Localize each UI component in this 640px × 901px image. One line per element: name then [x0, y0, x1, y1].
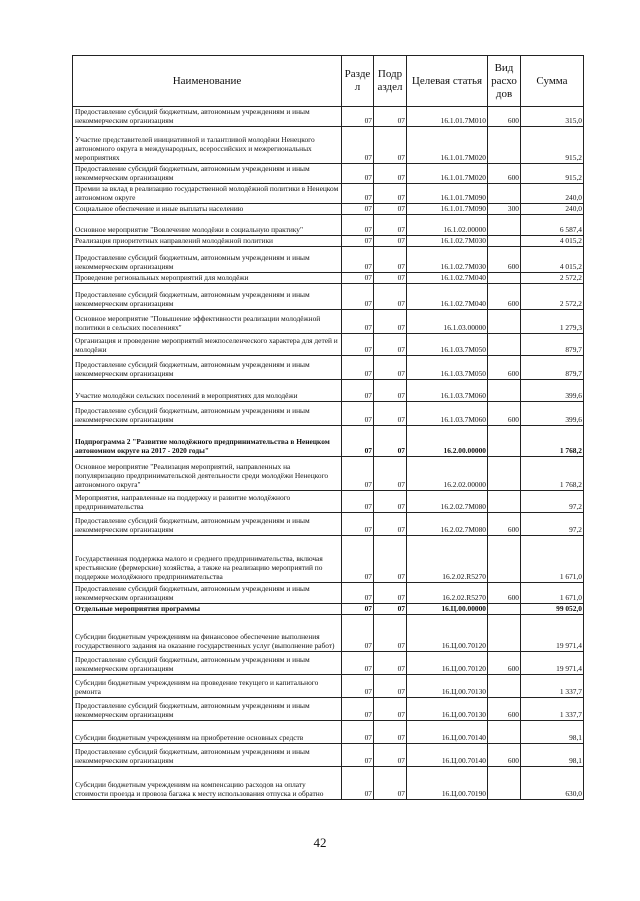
row-expense-kind [488, 603, 521, 614]
row-expense-kind [488, 674, 521, 697]
row-section: 07 [342, 272, 374, 283]
row-subsection: 07 [374, 309, 407, 333]
table-row [73, 163, 584, 183]
row-name: Основное мероприятие "Вовлечение молодёжи в социальную практику" [73, 214, 342, 235]
budget-table-sheet [72, 55, 583, 800]
row-section: 07 [342, 379, 374, 401]
table-row [73, 107, 584, 127]
row-target-article: 16.Ц.00.70140 [407, 743, 488, 766]
row-name: Предоставление субсидий бюджетным, автономным учреждениям и иным некоммерческим организациям [73, 582, 342, 603]
row-sum: 19 971,4 [521, 651, 584, 674]
row-target-article: 16.2.02.R5270 [407, 582, 488, 603]
row-expense-kind [488, 766, 521, 799]
header-sum: Сумма [521, 56, 584, 107]
row-name: Участие молодёжи сельских поселений в мероприятиях для молодёжи [73, 379, 342, 401]
table-row [73, 582, 584, 603]
row-name: Предоставление субсидий бюджетным, автономным учреждениям и иным некоммерческим организациям [73, 246, 342, 272]
row-sum: 399,6 [521, 379, 584, 401]
row-name: Предоставление субсидий бюджетным, автономным учреждениям и иным некоммерческим организациям [73, 163, 342, 183]
row-section: 07 [342, 456, 374, 490]
page-number: 42 [313, 835, 327, 850]
row-subsection: 07 [374, 272, 407, 283]
row-sum: 99 052,0 [521, 603, 584, 614]
row-expense-kind: 600 [488, 512, 521, 535]
row-target-article: 16.1.01.7М010 [407, 107, 488, 127]
row-section: 07 [342, 535, 374, 582]
row-target-article: 16.1.03.7М060 [407, 379, 488, 401]
row-subsection: 07 [374, 535, 407, 582]
row-section: 07 [342, 107, 374, 127]
row-target-article: 16.1.02.7М030 [407, 246, 488, 272]
table-row [73, 456, 584, 490]
row-name: Премии за вклад в реализацию государственной молодёжной политики в Ненецком автономном округе [73, 183, 342, 203]
row-name: Предоставление субсидий бюджетным, автономным учреждениям и иным некоммерческим организациям [73, 512, 342, 535]
row-subsection: 07 [374, 614, 407, 651]
row-name: Предоставление субсидий бюджетным, автономным учреждениям и иным некоммерческим организациям [73, 401, 342, 425]
row-expense-kind: 600 [488, 107, 521, 127]
row-expense-kind [488, 614, 521, 651]
table-row [73, 603, 584, 614]
row-target-article: 16.1.01.7М020 [407, 163, 488, 183]
row-expense-kind [488, 309, 521, 333]
table-row [73, 720, 584, 743]
row-expense-kind: 600 [488, 163, 521, 183]
row-target-article: 16.2.02.00000 [407, 456, 488, 490]
row-expense-kind [488, 126, 521, 163]
table-row [73, 246, 584, 272]
row-section: 07 [342, 126, 374, 163]
row-name: Мероприятия, направленные на поддержку и развитие молодёжного предпринимательства [73, 490, 342, 512]
row-target-article: 16.1.01.7М090 [407, 203, 488, 214]
row-name: Участие представителей инициативной и талантливой молодёжи Ненецкого автономного округа в международных, всероссийских и межрегиональных мероприятиях [73, 126, 342, 163]
row-sum: 399,6 [521, 401, 584, 425]
row-name: Основное мероприятие "Реализация мероприятий, направленных на популяризацию предпринимательской деятельности среди молодёжи Ненецкого автономного округа" [73, 456, 342, 490]
row-sum: 240,0 [521, 183, 584, 203]
row-sum: 4 015,2 [521, 235, 584, 246]
row-target-article: 16.Ц.00.70120 [407, 614, 488, 651]
row-sum: 98,1 [521, 743, 584, 766]
table-row [73, 766, 584, 799]
row-expense-kind: 600 [488, 283, 521, 309]
row-section: 07 [342, 214, 374, 235]
table-row [73, 355, 584, 379]
row-subsection: 07 [374, 107, 407, 127]
table-row [73, 674, 584, 697]
row-target-article: 16.2.02.7М080 [407, 512, 488, 535]
row-sum: 97,2 [521, 512, 584, 535]
row-subsection: 07 [374, 490, 407, 512]
budget-table [72, 55, 584, 800]
table-row [73, 283, 584, 309]
row-expense-kind [488, 535, 521, 582]
header-expense-kind: Вид расхо дов [488, 56, 521, 107]
row-section: 07 [342, 512, 374, 535]
row-subsection: 07 [374, 603, 407, 614]
row-target-article: 16.2.02.R5270 [407, 535, 488, 582]
table-row [73, 490, 584, 512]
row-expense-kind: 300 [488, 203, 521, 214]
table-row [73, 272, 584, 283]
table-row [73, 214, 584, 235]
row-target-article: 16.1.02.7М040 [407, 283, 488, 309]
row-section: 07 [342, 582, 374, 603]
row-sum: 6 587,4 [521, 214, 584, 235]
row-section: 07 [342, 490, 374, 512]
row-section: 07 [342, 355, 374, 379]
row-name: Предоставление субсидий бюджетным, автономным учреждениям и иным некоммерческим организациям [73, 697, 342, 720]
row-sum: 1 337,7 [521, 674, 584, 697]
table-row [73, 235, 584, 246]
table-row [73, 379, 584, 401]
row-section: 07 [342, 246, 374, 272]
row-expense-kind: 600 [488, 651, 521, 674]
row-target-article: 16.Ц.00.00000 [407, 603, 488, 614]
row-section: 07 [342, 674, 374, 697]
row-target-article: 16.Ц.00.70130 [407, 674, 488, 697]
row-subsection: 07 [374, 203, 407, 214]
row-expense-kind: 600 [488, 743, 521, 766]
row-expense-kind [488, 272, 521, 283]
row-name: Предоставление субсидий бюджетным, автономным учреждениям и иным некоммерческим организациям [73, 355, 342, 379]
table-row [73, 183, 584, 203]
table-row [73, 697, 584, 720]
row-subsection: 07 [374, 163, 407, 183]
row-expense-kind [488, 425, 521, 456]
row-name: Социальное обеспечение и иные выплаты населению [73, 203, 342, 214]
row-name: Проведение региональных мероприятий для молодёжи [73, 272, 342, 283]
row-target-article: 16.1.02.7М040 [407, 272, 488, 283]
header-name: Наименование [73, 56, 342, 107]
row-sum: 879,7 [521, 355, 584, 379]
row-sum: 240,0 [521, 203, 584, 214]
row-sum: 2 572,2 [521, 272, 584, 283]
row-name: Предоставление субсидий бюджетным, автономным учреждениям и иным некоммерческим организациям [73, 651, 342, 674]
row-sum: 630,0 [521, 766, 584, 799]
row-sum: 1 671,0 [521, 582, 584, 603]
row-expense-kind [488, 456, 521, 490]
row-name: Субсидии бюджетным учреждениям на компенсацию расходов на оплату стоимости проезда и провоза багажа к месту использования отпуска и обратно [73, 766, 342, 799]
row-subsection: 07 [374, 697, 407, 720]
row-sum: 4 015,2 [521, 246, 584, 272]
table-row [73, 512, 584, 535]
table-row [73, 401, 584, 425]
row-sum: 1 768,2 [521, 456, 584, 490]
row-section: 07 [342, 425, 374, 456]
row-section: 07 [342, 651, 374, 674]
row-name: Субсидии бюджетным учреждениям на проведение текущего и капитального ремонта [73, 674, 342, 697]
row-subsection: 07 [374, 333, 407, 355]
row-section: 07 [342, 283, 374, 309]
row-section: 07 [342, 183, 374, 203]
row-section: 07 [342, 720, 374, 743]
row-name: Подпрограмма 2 "Развитие молодёжного предпринимательства в Ненецком автономном округе на 2017 - 2020 годы" [73, 425, 342, 456]
row-name: Предоставление субсидий бюджетным, автономным учреждениям и иным некоммерческим организациям [73, 743, 342, 766]
row-section: 07 [342, 203, 374, 214]
row-target-article: 16.1.01.7М090 [407, 183, 488, 203]
table-row [73, 614, 584, 651]
row-subsection: 07 [374, 246, 407, 272]
row-target-article: 16.1.03.00000 [407, 309, 488, 333]
row-section: 07 [342, 235, 374, 246]
row-expense-kind: 600 [488, 246, 521, 272]
row-section: 07 [342, 614, 374, 651]
row-subsection: 07 [374, 720, 407, 743]
row-section: 07 [342, 163, 374, 183]
row-subsection: 07 [374, 512, 407, 535]
row-subsection: 07 [374, 401, 407, 425]
row-target-article: 16.Ц.00.70140 [407, 720, 488, 743]
row-name: Организация и проведение мероприятий межпоселенческого характера для детей и молодёжи [73, 333, 342, 355]
row-target-article: 16.2.02.7М080 [407, 490, 488, 512]
row-section: 07 [342, 309, 374, 333]
row-subsection: 07 [374, 355, 407, 379]
row-subsection: 07 [374, 766, 407, 799]
header-target-article: Целевая статья [407, 56, 488, 107]
row-target-article: 16.2.00.00000 [407, 425, 488, 456]
row-expense-kind [488, 379, 521, 401]
row-subsection: 07 [374, 425, 407, 456]
row-section: 07 [342, 743, 374, 766]
row-subsection: 07 [374, 379, 407, 401]
table-row [73, 535, 584, 582]
row-subsection: 07 [374, 283, 407, 309]
table-row [73, 743, 584, 766]
row-section: 07 [342, 603, 374, 614]
header-section: Разде л [342, 56, 374, 107]
table-row [73, 203, 584, 214]
row-name: Субсидии бюджетным учреждениям на финансовое обеспечение выполнения государственного задания на оказание государственных услуг (выполнение работ) [73, 614, 342, 651]
row-target-article: 16.Ц.00.70130 [407, 697, 488, 720]
row-expense-kind [488, 720, 521, 743]
row-expense-kind: 600 [488, 355, 521, 379]
table-header-row [73, 56, 584, 107]
table-row [73, 309, 584, 333]
row-expense-kind: 600 [488, 582, 521, 603]
row-section: 07 [342, 401, 374, 425]
row-target-article: 16.1.03.7М060 [407, 401, 488, 425]
row-subsection: 07 [374, 183, 407, 203]
row-expense-kind [488, 183, 521, 203]
row-name: Государственная поддержка малого и среднего предпринимательства, включая крестьянские (фермерские) хозяйства, а также на реализацию мероприятий по поддержке молодёжного предпринимательства [73, 535, 342, 582]
row-target-article: 16.1.02.7М030 [407, 235, 488, 246]
row-sum: 915,2 [521, 163, 584, 183]
row-target-article: 16.Ц.00.70120 [407, 651, 488, 674]
table-row [73, 651, 584, 674]
row-expense-kind [488, 235, 521, 246]
row-subsection: 07 [374, 235, 407, 246]
row-sum: 97,2 [521, 490, 584, 512]
row-name: Отдельные мероприятия программы [73, 603, 342, 614]
row-sum: 915,2 [521, 126, 584, 163]
row-section: 07 [342, 697, 374, 720]
row-subsection: 07 [374, 651, 407, 674]
row-name: Предоставление субсидий бюджетным, автономным учреждениям и иным некоммерческим организациям [73, 107, 342, 127]
row-section: 07 [342, 766, 374, 799]
row-expense-kind [488, 333, 521, 355]
table-body [73, 107, 584, 800]
row-target-article: 16.1.02.00000 [407, 214, 488, 235]
header-subsection: Подр аздел [374, 56, 407, 107]
row-target-article: 16.Ц.00.70190 [407, 766, 488, 799]
row-sum: 98,1 [521, 720, 584, 743]
row-sum: 315,0 [521, 107, 584, 127]
row-subsection: 07 [374, 674, 407, 697]
table-row [73, 126, 584, 163]
row-subsection: 07 [374, 456, 407, 490]
row-expense-kind [488, 214, 521, 235]
row-sum: 2 572,2 [521, 283, 584, 309]
row-sum: 879,7 [521, 333, 584, 355]
row-name: Предоставление субсидий бюджетным, автономным учреждениям и иным некоммерческим организациям [73, 283, 342, 309]
row-sum: 19 971,4 [521, 614, 584, 651]
table-row [73, 333, 584, 355]
row-sum: 1 768,2 [521, 425, 584, 456]
row-target-article: 16.1.01.7М020 [407, 126, 488, 163]
row-subsection: 07 [374, 743, 407, 766]
row-sum: 1 279,3 [521, 309, 584, 333]
row-target-article: 16.1.03.7М050 [407, 333, 488, 355]
row-subsection: 07 [374, 126, 407, 163]
row-name: Реализация приоритетных направлений молодёжной политики [73, 235, 342, 246]
row-sum: 1 337,7 [521, 697, 584, 720]
row-sum: 1 671,0 [521, 535, 584, 582]
row-subsection: 07 [374, 582, 407, 603]
row-name: Субсидии бюджетным учреждениям на приобретение основных средств [73, 720, 342, 743]
row-subsection: 07 [374, 214, 407, 235]
row-expense-kind: 600 [488, 697, 521, 720]
row-section: 07 [342, 333, 374, 355]
row-expense-kind [488, 490, 521, 512]
row-target-article: 16.1.03.7М050 [407, 355, 488, 379]
row-expense-kind: 600 [488, 401, 521, 425]
row-name: Основное мероприятие "Повышение эффективности реализации молодёжной политики в сельских поселениях" [73, 309, 342, 333]
table-row [73, 425, 584, 456]
